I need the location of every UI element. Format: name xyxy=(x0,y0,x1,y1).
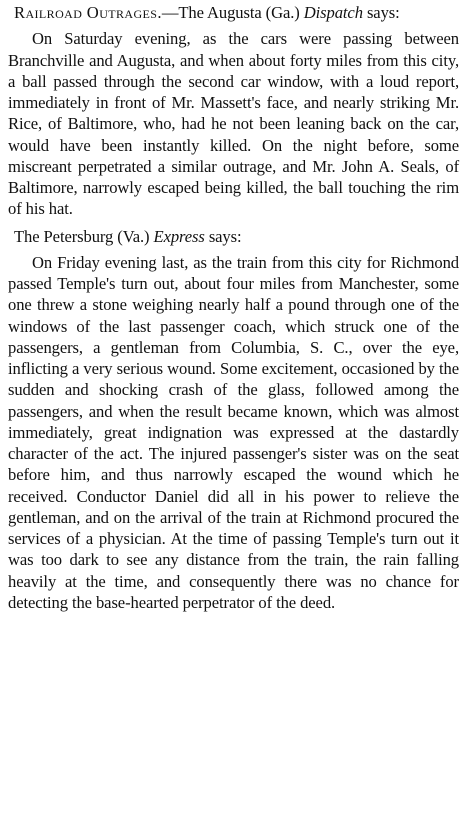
headline-verb: says: xyxy=(362,3,400,22)
headline-kicker: Railroad Outrages. xyxy=(14,3,162,22)
intro-verb: says: xyxy=(204,226,242,246)
headline-dash: — xyxy=(161,3,179,22)
headline-source: Dispatch xyxy=(303,3,363,22)
intro-lead: The Petersburg (Va.) xyxy=(14,226,154,246)
article-paragraph-2: On Friday evening last, as the train from this city for Richmond passed Temple's turn out, about four miles from Manchester, some one threw a stone weighing nearly half a pound through one of the windows of the last passenger coach, which struck one of the passengers, a gentleman from Columbia, S. C., over the eye, inflicting a very serious wound. Some excitement, occasioned by the sudden and shocking crash of the glass, followed among the passengers, and when the result became known, which was almost immediately, great indignation was expressed at the dastardly character of the act. The injured passenger's sister was on the seat before him, and thus narrowly escaped the wound which he received. Conductor Daniel did all in his power to relieve the gentleman, and on the arrival of the train at Richmond procured the services of a physician. At the time of passing Temple's turn out it was too dark to see any distance from the train, the rain falling heavily at the time, and consequently there was no chance for detecting the base-hearted perpetrator of the deed. xyxy=(8,252,459,612)
article-paragraph-1: On Saturday evening, as the cars were passing between Branchville and Augusta, and when about forty miles from this city, a ball passed through the second car window, with a loud report, immediately in front of Mr. Massett's face, and nearly striking Mr. Rice, of Baltimore, who, had he not been leaning back on the car, would have been instantly killed. On the night before, some miscreant perpetrated a similar outrage, and Mr. John A. Seals, of Baltimore, narrowly escaped being killed, the ball touching the rim of his hat. xyxy=(8,29,459,219)
second-item-intro xyxy=(8,226,459,247)
headline-lead: The Augusta (Ga.) xyxy=(178,3,304,22)
article-headline xyxy=(8,2,459,23)
intro-source: Express xyxy=(153,226,205,246)
